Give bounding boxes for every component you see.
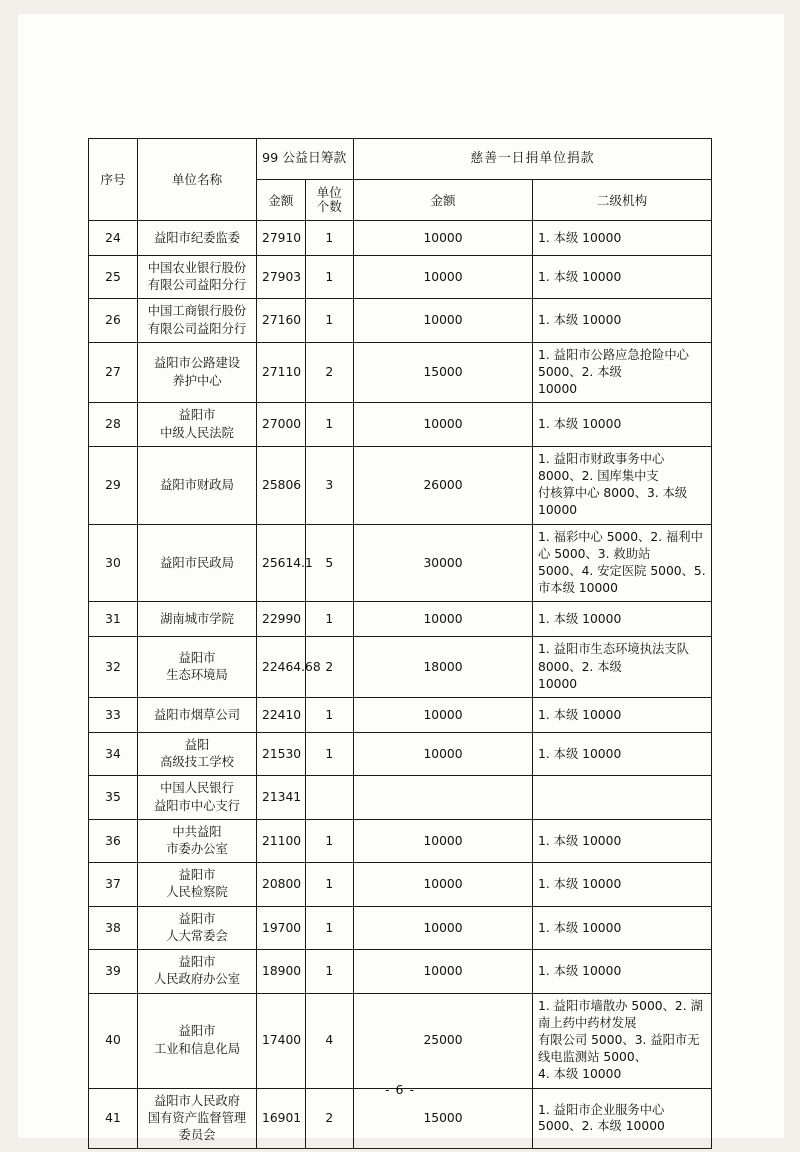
cell-index: 26 [89, 299, 138, 342]
cell-unit-count: 1 [305, 733, 354, 776]
cell-amount-charity: 30000 [354, 524, 533, 602]
cell-unit-name: 益阳市人民政府 国有资产监督管理 委员会 [138, 1088, 257, 1149]
cell-unit-name: 中共益阳 市委办公室 [138, 819, 257, 862]
cell-index: 33 [89, 698, 138, 733]
cell-sub-org: 1. 本级 10000 [533, 733, 712, 776]
cell-index: 27 [89, 342, 138, 403]
table-row [89, 221, 712, 256]
table-row [89, 342, 712, 403]
cell-unit-name: 益阳市 工业和信息化局 [138, 993, 257, 1088]
cell-unit-name: 益阳市 人民检察院 [138, 863, 257, 906]
cell-unit-name: 益阳市烟草公司 [138, 698, 257, 733]
cell-index: 30 [89, 524, 138, 602]
table-row [89, 446, 712, 524]
cell-unit-count: 1 [305, 403, 354, 446]
cell-unit-name: 益阳市财政局 [138, 446, 257, 524]
cell-amount-99: 21100 [257, 819, 306, 862]
table-row [89, 733, 712, 776]
cell-unit-count: 5 [305, 524, 354, 602]
cell-sub-org: 1. 本级 10000 [533, 819, 712, 862]
cell-amount-99: 27910 [257, 221, 306, 256]
cell-unit-count: 1 [305, 863, 354, 906]
cell-unit-name: 中国工商银行股份 有限公司益阳分行 [138, 299, 257, 342]
cell-index: 25 [89, 256, 138, 299]
header-group-99: 99 公益日筹款 [257, 139, 354, 180]
cell-index: 32 [89, 637, 138, 698]
cell-index: 38 [89, 906, 138, 949]
header-amount-charity: 金额 [354, 180, 533, 221]
table-row [89, 993, 712, 1088]
cell-amount-99: 25806 [257, 446, 306, 524]
scan-edge-right [784, 0, 800, 1152]
cell-unit-count: 1 [305, 906, 354, 949]
cell-amount-charity: 10000 [354, 863, 533, 906]
cell-index: 34 [89, 733, 138, 776]
cell-sub-org: 1. 益阳市墙散办 5000、2. 湖南上药中药材发展 有限公司 5000、3. 益阳市无线电监测站 5000、 4. 本级 10000 [533, 993, 712, 1088]
cell-unit-count: 1 [305, 819, 354, 862]
cell-unit-name: 益阳市 中级人民法院 [138, 403, 257, 446]
cell-amount-99: 22990 [257, 602, 306, 637]
cell-amount-99: 25614.1 [257, 524, 306, 602]
cell-amount-charity: 10000 [354, 221, 533, 256]
cell-amount-charity: 15000 [354, 1088, 533, 1149]
cell-unit-name: 益阳市纪委监委 [138, 221, 257, 256]
cell-unit-count: 1 [305, 221, 354, 256]
cell-amount-99: 20800 [257, 863, 306, 906]
cell-amount-99: 21530 [257, 733, 306, 776]
cell-unit-count: 3 [305, 446, 354, 524]
cell-amount-99: 27110 [257, 342, 306, 403]
cell-amount-charity: 15000 [354, 342, 533, 403]
header-unit-name: 单位名称 [138, 139, 257, 221]
cell-amount-99: 18900 [257, 950, 306, 993]
scan-edge-top [0, 0, 800, 14]
cell-unit-name: 益阳市 人大常委会 [138, 906, 257, 949]
cell-amount-charity: 10000 [354, 950, 533, 993]
cell-amount-charity: 10000 [354, 602, 533, 637]
cell-unit-name: 益阳市 人民政府办公室 [138, 950, 257, 993]
cell-unit-name: 益阳 高级技工学校 [138, 733, 257, 776]
table-row [89, 403, 712, 446]
cell-sub-org: 1. 益阳市公路应急抢险中心 5000、2. 本级 10000 [533, 342, 712, 403]
cell-amount-99: 27160 [257, 299, 306, 342]
cell-unit-name: 益阳市民政局 [138, 524, 257, 602]
cell-unit-name: 中国人民银行 益阳市中心支行 [138, 776, 257, 819]
cell-amount-99: 17400 [257, 993, 306, 1088]
cell-amount-charity: 10000 [354, 698, 533, 733]
header-amount-99: 金额 [257, 180, 306, 221]
table-row [89, 524, 712, 602]
cell-amount-99: 22410 [257, 698, 306, 733]
cell-amount-charity [354, 776, 533, 819]
cell-amount-99: 21341 [257, 776, 306, 819]
cell-amount-99: 27000 [257, 403, 306, 446]
table-header-row-1 [89, 139, 712, 180]
table-body [89, 221, 712, 1149]
table-row [89, 776, 712, 819]
cell-sub-org: 1. 本级 10000 [533, 863, 712, 906]
cell-sub-org: 1. 本级 10000 [533, 299, 712, 342]
cell-sub-org: 1. 本级 10000 [533, 602, 712, 637]
table-row [89, 1088, 712, 1149]
cell-amount-charity: 25000 [354, 993, 533, 1088]
cell-sub-org: 1. 益阳市生态环境执法支队 8000、2. 本级 10000 [533, 637, 712, 698]
cell-amount-99: 16901 [257, 1088, 306, 1149]
cell-amount-charity: 10000 [354, 256, 533, 299]
cell-sub-org [533, 776, 712, 819]
cell-sub-org: 1. 本级 10000 [533, 221, 712, 256]
header-index: 序号 [89, 139, 138, 221]
cell-index: 28 [89, 403, 138, 446]
cell-amount-99: 19700 [257, 906, 306, 949]
table-row [89, 637, 712, 698]
cell-unit-count: 2 [305, 1088, 354, 1149]
cell-index: 40 [89, 993, 138, 1088]
cell-amount-charity: 18000 [354, 637, 533, 698]
cell-unit-count: 1 [305, 299, 354, 342]
cell-unit-count: 1 [305, 602, 354, 637]
page-number: - 6 - [385, 1082, 415, 1097]
cell-index: 31 [89, 602, 138, 637]
cell-amount-99: 27903 [257, 256, 306, 299]
cell-unit-count: 1 [305, 950, 354, 993]
cell-unit-count: 1 [305, 256, 354, 299]
cell-sub-org: 1. 本级 10000 [533, 698, 712, 733]
cell-unit-name: 中国农业银行股份 有限公司益阳分行 [138, 256, 257, 299]
cell-index: 39 [89, 950, 138, 993]
cell-unit-name: 益阳市公路建设 养护中心 [138, 342, 257, 403]
cell-index: 36 [89, 819, 138, 862]
cell-unit-count: 2 [305, 637, 354, 698]
cell-sub-org: 1. 本级 10000 [533, 256, 712, 299]
cell-amount-charity: 10000 [354, 733, 533, 776]
cell-amount-charity: 10000 [354, 906, 533, 949]
cell-unit-count [305, 776, 354, 819]
cell-sub-org: 1. 益阳市企业服务中心 5000、2. 本级 10000 [533, 1088, 712, 1149]
cell-amount-charity: 26000 [354, 446, 533, 524]
cell-amount-charity: 10000 [354, 403, 533, 446]
table-row [89, 256, 712, 299]
table-row [89, 698, 712, 733]
cell-unit-count: 4 [305, 993, 354, 1088]
cell-index: 29 [89, 446, 138, 524]
cell-unit-count: 2 [305, 342, 354, 403]
donation-table-container [88, 138, 712, 1149]
cell-sub-org: 1. 福彩中心 5000、2. 福利中心 5000、3. 救助站 5000、4. 安定医院 5000、5. 市本级 10000 [533, 524, 712, 602]
cell-unit-count: 1 [305, 698, 354, 733]
cell-unit-name: 湖南城市学院 [138, 602, 257, 637]
cell-sub-org: 1. 本级 10000 [533, 950, 712, 993]
cell-amount-charity: 10000 [354, 819, 533, 862]
cell-index: 24 [89, 221, 138, 256]
cell-index: 35 [89, 776, 138, 819]
donation-table [88, 138, 712, 1149]
table-row [89, 602, 712, 637]
table-row [89, 863, 712, 906]
table-row [89, 906, 712, 949]
table-header [89, 139, 712, 221]
header-sub-org: 二级机构 [533, 180, 712, 221]
scan-edge-left [0, 0, 18, 1152]
cell-sub-org: 1. 本级 10000 [533, 403, 712, 446]
header-unit-count [305, 180, 354, 221]
cell-index: 41 [89, 1088, 138, 1149]
header-unit-count-text: 单位个数 [316, 184, 342, 214]
cell-sub-org: 1. 益阳市财政事务中心 8000、2. 国库集中支 付核算中心 8000、3. 本级 10000 [533, 446, 712, 524]
cell-index: 37 [89, 863, 138, 906]
table-row [89, 950, 712, 993]
cell-sub-org: 1. 本级 10000 [533, 906, 712, 949]
header-group-charity: 慈善一日捐单位捐款 [354, 139, 712, 180]
cell-amount-99: 22464.68 [257, 637, 306, 698]
table-row [89, 299, 712, 342]
cell-amount-charity: 10000 [354, 299, 533, 342]
cell-unit-name: 益阳市 生态环境局 [138, 637, 257, 698]
table-row [89, 819, 712, 862]
